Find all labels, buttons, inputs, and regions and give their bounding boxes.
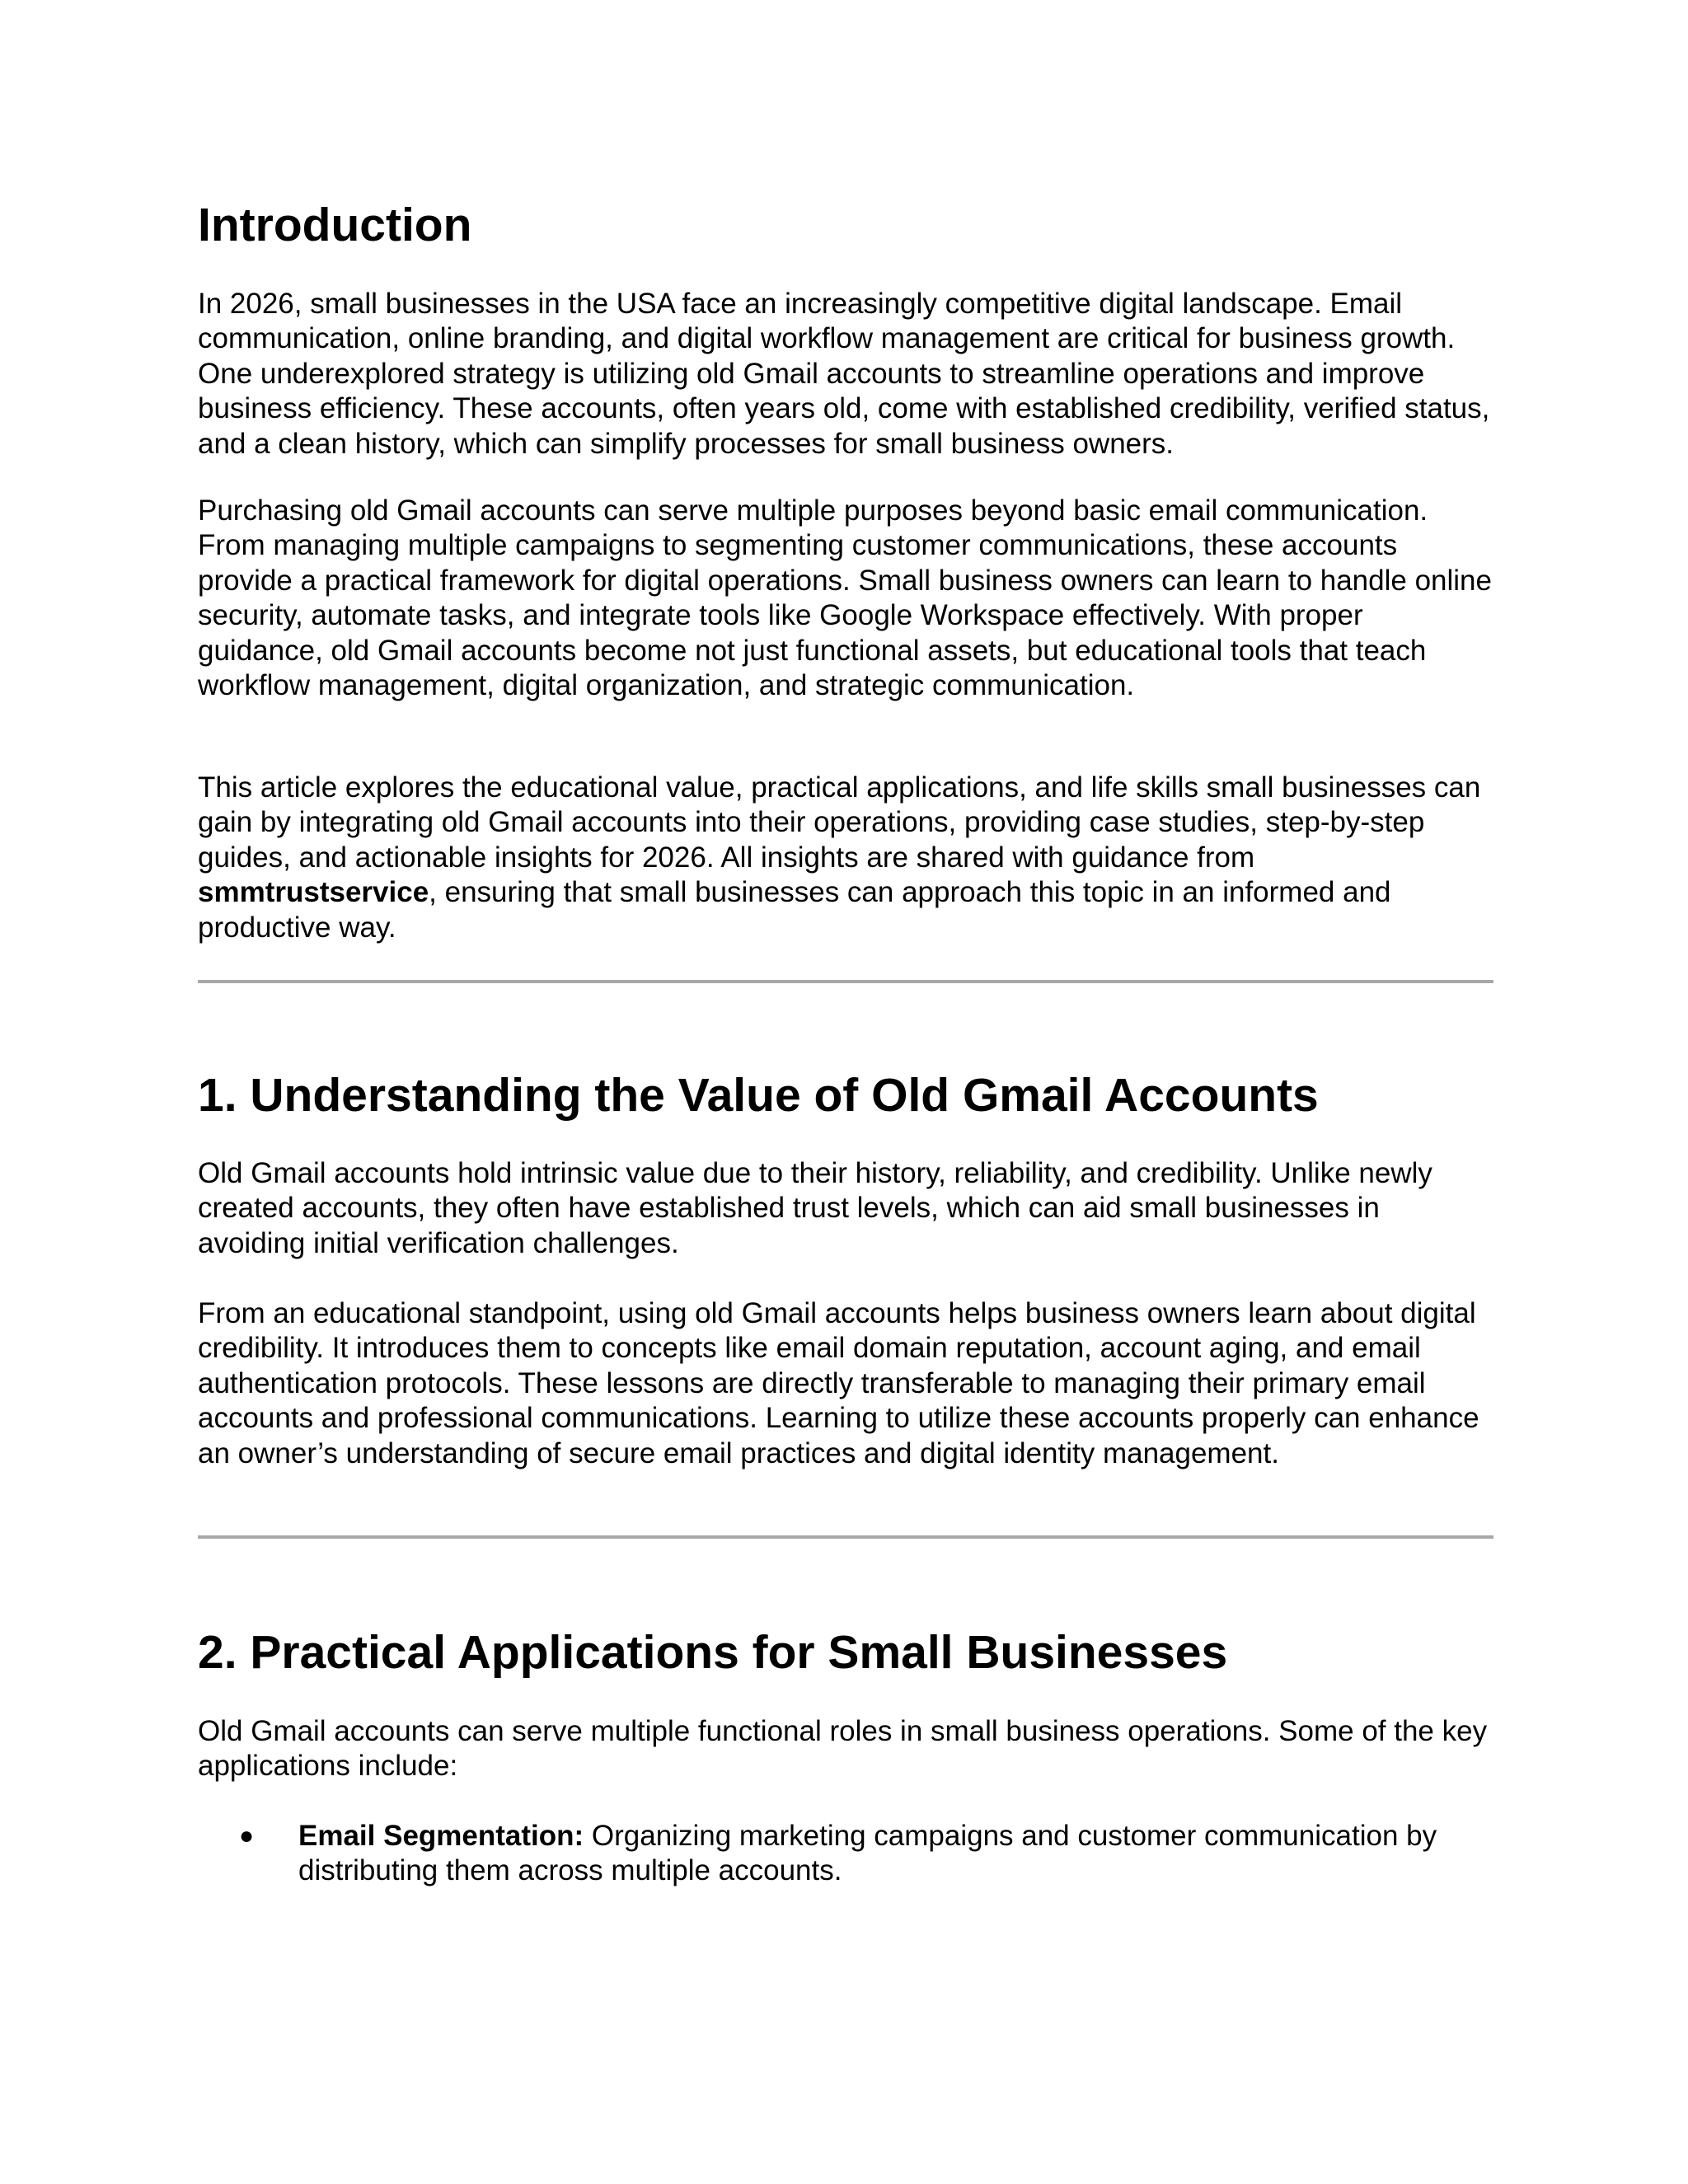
applications-list xyxy=(198,1819,1493,1889)
brand-name: smmtrustservice xyxy=(198,876,429,909)
section-divider-2 xyxy=(198,1535,1493,1539)
list-item-term: Email Segmentation: xyxy=(298,1820,584,1852)
bullet-icon: ● xyxy=(239,1822,255,1849)
section-2-paragraph-1: Old Gmail accounts can serve multiple functional roles in small business operations. Some of the key applications include: xyxy=(198,1715,1488,1783)
section-1-paragraph-1: Old Gmail accounts hold intrinsic value due to their history, reliability, and credibility. Unlike newly created accounts, they often have established trust levels, which can aid small businesses in avoiding initial verification challenges. xyxy=(198,1157,1432,1259)
intro-paragraph-3-text-before: This article explores the educational value, practical applications, and life skills small businesses can gain by integrating old Gmail accounts into their operations, providing case studies, step-by-step guides, and actionable insights for 2026. All insights are shared with guidance from xyxy=(198,771,1481,874)
section-2-heading: 2. Practical Applications for Small Businesses xyxy=(198,1626,1228,1679)
list-item-text: Organizing marketing campaigns and customer communication by distributing them across multiple accounts. xyxy=(298,1820,1437,1887)
intro-paragraph-1: In 2026, small businesses in the USA face an increasingly competitive digital landscape. Email communication, online branding, and digital workflow management are critical for business growth. One underexplored strategy is utilizing old Gmail accounts to streamline operations and improve business efficiency. These accounts, often years old, come with established credibility, verified status, and a clean history, which can simplify processes for small business owners. xyxy=(198,288,1490,460)
section-divider-1 xyxy=(198,980,1493,983)
intro-paragraph-2: Purchasing old Gmail accounts can serve multiple purposes beyond basic email communication. From managing multiple campaigns to segmenting customer communications, these accounts provide a practical framework for digital operations. Small business owners can learn to handle online security, automate tasks, and integrate tools like Google Workspace effectively. With proper guidance, old Gmail accounts become not just functional assets, but educational tools that teach workflow management, digital organization, and strategic communication. xyxy=(198,494,1492,702)
section-1-heading: 1. Understanding the Value of Old Gmail Accounts xyxy=(198,1069,1319,1122)
list-item xyxy=(198,1819,1493,1889)
intro-paragraph-3 xyxy=(198,771,1493,945)
intro-heading: Introduction xyxy=(198,199,472,251)
intro-paragraph-3-text-after: , ensuring that small businesses can approach this topic in an informed and productive way. xyxy=(198,876,1391,944)
section-1-paragraph-2: From an educational standpoint, using old Gmail accounts helps business owners learn about digital credibility. It introduces them to concepts like email domain reputation, account aging, and email authentication protocols. These lessons are directly transferable to managing their primary email accounts and professional communications. Learning to utilize these accounts properly can enhance an owner’s understanding of secure email practices and digital identity management. xyxy=(198,1297,1479,1469)
